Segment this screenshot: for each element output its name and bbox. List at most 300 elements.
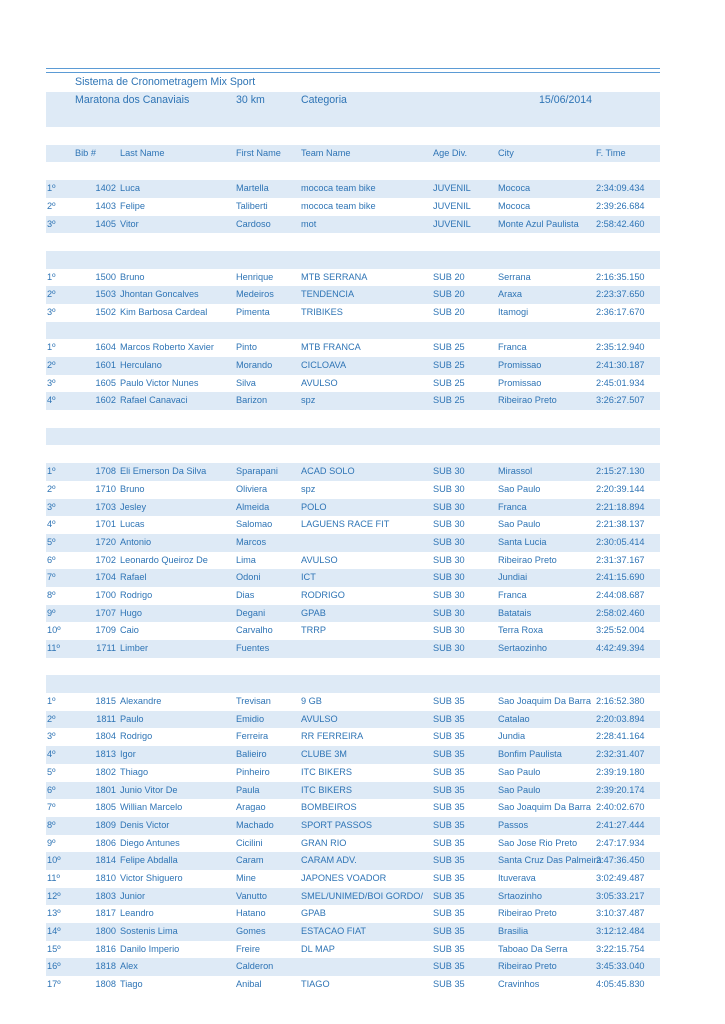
first-name-cell: Silva <box>236 377 256 388</box>
position-cell: 9º <box>47 837 56 848</box>
time-cell: 4:05:45.830 <box>596 979 645 990</box>
city-cell: Bonfim Paulista <box>498 749 562 760</box>
last-name-cell: Jesley <box>120 501 147 512</box>
position-cell: 6º <box>47 554 56 565</box>
city-cell: Ribeirao Preto <box>498 908 557 919</box>
time-cell: 2:39:20.174 <box>596 784 645 795</box>
last-name-cell: Diego Antunes <box>120 837 180 848</box>
position-cell: 10º <box>47 855 61 866</box>
result-row <box>46 888 660 906</box>
spacer-row <box>46 675 660 693</box>
time-cell: 2:32:31.407 <box>596 749 645 760</box>
position-cell: 3º <box>47 731 56 742</box>
age-div-cell: SUB 30 <box>433 536 465 547</box>
team-name-cell: JAPONES VOADOR <box>301 872 387 883</box>
first-name-cell: Pinheiro <box>236 766 270 777</box>
time-cell: 2:47:17.934 <box>596 837 645 848</box>
time-cell: 2:20:39.144 <box>596 483 645 494</box>
city-cell: Sao Paulo <box>498 766 541 777</box>
time-cell: 2:41:30.187 <box>596 360 645 370</box>
result-row <box>46 870 660 888</box>
bib-cell: 1601 <box>95 360 116 370</box>
first-name-cell: Lima <box>236 554 256 565</box>
first-name-cell: Pinto <box>236 342 257 353</box>
age-div-cell: SUB 35 <box>433 731 465 742</box>
first-name-cell: Carvalho <box>236 625 273 636</box>
first-name-cell: Martella <box>236 183 269 194</box>
age-div-cell: SUB 35 <box>433 784 465 795</box>
city-cell: Ribeirao Preto <box>498 395 557 406</box>
time-cell: 3:10:37.487 <box>596 908 645 919</box>
last-name-cell: Willian Marcelo <box>120 802 183 813</box>
result-row <box>46 711 660 729</box>
time-cell: 2:16:35.150 <box>596 271 645 282</box>
bib-cell: 1703 <box>95 501 116 512</box>
result-row <box>46 905 660 923</box>
result-row <box>46 622 660 640</box>
result-row <box>46 481 660 499</box>
position-cell: 3º <box>47 306 56 317</box>
bib-cell: 1803 <box>95 890 116 901</box>
last-name-cell: Marcos Roberto Xavier <box>120 342 214 353</box>
city-cell: Santa Cruz Das Palmeira <box>498 855 602 866</box>
city-cell: Jundiai <box>498 572 528 583</box>
bib-cell: 1818 <box>95 961 116 972</box>
position-cell: 7º <box>47 572 56 583</box>
result-row <box>46 746 660 764</box>
time-cell: 2:41:15.690 <box>596 572 645 583</box>
result-row <box>46 552 660 570</box>
position-cell: 8º <box>47 589 56 600</box>
age-div-cell: SUB 25 <box>433 377 465 388</box>
city-cell: Sao Joaquim Da Barra <box>498 802 591 813</box>
first-name-cell: Hatano <box>236 908 266 919</box>
team-name-cell: AVULSO <box>301 554 338 565</box>
position-cell: 1º <box>47 183 56 194</box>
city-cell: Ribeirao Preto <box>498 961 557 972</box>
age-div-cell: SUB 30 <box>433 554 465 565</box>
result-row <box>46 782 660 800</box>
age-div-cell: SUB 25 <box>433 395 465 406</box>
last-name-cell: Hugo <box>120 607 142 618</box>
race-info-row <box>46 92 660 110</box>
first-name-cell: Machado <box>236 819 274 830</box>
team-name-cell: ICT <box>301 572 316 583</box>
age-div-cell: SUB 30 <box>433 483 465 494</box>
top-border <box>46 68 660 73</box>
first-name-cell: Cicilini <box>236 837 263 848</box>
time-cell: 3:26:27.507 <box>596 395 645 406</box>
age-div-cell: SUB 35 <box>433 926 465 936</box>
result-row <box>46 216 660 234</box>
last-name-cell: Denis Victor <box>120 819 170 830</box>
spacer-row <box>46 233 660 251</box>
team-name-cell: 9 GB <box>301 696 322 707</box>
first-name-cell: Pimenta <box>236 306 270 317</box>
team-name-cell: BOMBEIROS <box>301 802 357 813</box>
bib-cell: 1809 <box>95 819 116 830</box>
age-div-cell: SUB 30 <box>433 519 465 530</box>
position-cell: 11º <box>47 643 60 653</box>
position-cell: 1º <box>47 342 56 353</box>
time-cell: 2:31:37.167 <box>596 554 645 565</box>
team-name-cell: MTB FRANCA <box>301 342 361 353</box>
age-div-cell: SUB 20 <box>433 271 465 282</box>
last-name-cell: Danilo Imperio <box>120 943 180 954</box>
time-cell: 2:36:17.670 <box>596 306 645 317</box>
bib-cell: 1804 <box>95 731 116 742</box>
last-name-cell: Paulo <box>120 713 144 724</box>
header-bib: Bib # <box>75 147 96 158</box>
first-name-cell: Medeiros <box>236 289 274 300</box>
result-row <box>46 976 660 994</box>
result-row <box>46 392 660 410</box>
bib-cell: 1602 <box>95 395 116 406</box>
city-cell: Promissao <box>498 360 542 370</box>
position-cell: 15º <box>47 943 61 954</box>
city-cell: Passos <box>498 819 529 830</box>
last-name-cell: Antonio <box>120 536 152 547</box>
age-div-cell: SUB 35 <box>433 961 465 972</box>
spacer-row <box>46 410 660 428</box>
result-row <box>46 764 660 782</box>
bib-cell: 1805 <box>95 802 116 813</box>
bib-cell: 1707 <box>95 607 116 618</box>
city-cell: Franca <box>498 589 527 600</box>
team-name-cell: MTB SERRANA <box>301 271 368 282</box>
last-name-cell: Rodrigo <box>120 731 153 742</box>
spacer-row <box>46 445 660 463</box>
last-name-cell: Leonardo Queiroz De <box>120 554 208 565</box>
city-cell: Santa Lucia <box>498 536 547 547</box>
last-name-cell: Jhontan Goncalves <box>120 289 199 300</box>
position-cell: 9º <box>47 607 56 618</box>
bib-cell: 1801 <box>95 784 116 795</box>
position-cell: 1º <box>47 466 56 477</box>
time-cell: 2:39:19.180 <box>596 766 645 777</box>
column-header-row <box>46 145 660 163</box>
time-cell: 2:47:36.450 <box>596 855 645 866</box>
age-div-cell: SUB 30 <box>433 607 465 618</box>
first-name-cell: Salomao <box>236 519 273 530</box>
city-cell: Franca <box>498 342 527 353</box>
position-cell: 10º <box>47 625 61 636</box>
time-cell: 2:28:41.164 <box>596 731 645 742</box>
position-cell: 2º <box>47 713 56 724</box>
first-name-cell: Taliberti <box>236 200 268 211</box>
team-name-cell: LAGUENS RACE FIT <box>301 519 390 530</box>
last-name-cell: Kim Barbosa Cardeal <box>120 306 208 317</box>
header-city: City <box>498 147 514 158</box>
bib-cell: 1503 <box>95 289 116 300</box>
spacer-row <box>46 127 660 145</box>
city-cell: Jundia <box>498 731 526 742</box>
spacer-row <box>46 162 660 180</box>
city-cell: Mococa <box>498 183 531 194</box>
city-cell: Sao Jose Rio Preto <box>498 837 578 848</box>
bib-cell: 1710 <box>95 483 116 494</box>
category-label: Categoria <box>301 93 347 106</box>
bib-cell: 1402 <box>95 183 116 194</box>
position-cell: 2º <box>47 289 56 300</box>
position-cell: 5º <box>47 536 56 547</box>
time-cell: 2:44:08.687 <box>596 589 645 600</box>
first-name-cell: Odoni <box>236 572 261 583</box>
last-name-cell: Igor <box>120 749 136 760</box>
time-cell: 3:05:33.217 <box>596 890 645 901</box>
city-cell: Srtaozinho <box>498 890 542 901</box>
last-name-cell: Limber <box>120 643 149 653</box>
result-row <box>46 852 660 870</box>
position-cell: 8º <box>47 819 56 830</box>
age-div-cell: SUB 35 <box>433 908 465 919</box>
spacer-row <box>46 109 660 127</box>
result-row <box>46 958 660 976</box>
last-name-cell: Alexandre <box>120 696 162 707</box>
position-cell: 3º <box>47 377 56 388</box>
time-cell: 2:58:02.460 <box>596 607 645 618</box>
time-cell: 2:21:38.137 <box>596 519 645 530</box>
result-row <box>46 941 660 959</box>
city-cell: Cravinhos <box>498 979 540 990</box>
bib-cell: 1702 <box>95 554 116 565</box>
result-row <box>46 799 660 817</box>
team-name-cell: SPORT PASSOS <box>301 819 372 830</box>
team-name-cell: GPAB <box>301 607 326 618</box>
last-name-cell: Felipe Abdalla <box>120 855 178 866</box>
bib-cell: 1811 <box>96 713 116 724</box>
race-name: Maratona dos Canaviais <box>75 93 190 106</box>
age-div-cell: SUB 30 <box>433 589 465 600</box>
age-div-cell: SUB 30 <box>433 625 465 636</box>
first-name-cell: Morando <box>236 360 273 370</box>
first-name-cell: Cardoso <box>236 218 271 229</box>
position-cell: 1º <box>47 696 56 707</box>
first-name-cell: Ferreira <box>236 731 269 742</box>
age-div-cell: SUB 35 <box>433 713 465 724</box>
age-div-cell: SUB 35 <box>433 872 465 883</box>
bib-cell: 1701 <box>95 519 116 530</box>
first-name-cell: Dias <box>236 589 255 600</box>
first-name-cell: Anibal <box>236 979 262 990</box>
team-name-cell: spz <box>301 395 316 406</box>
bib-cell: 1814 <box>95 855 116 866</box>
team-name-cell: RODRIGO <box>301 589 345 600</box>
first-name-cell: Almeida <box>236 501 270 512</box>
city-cell: Sao Joaquim Da Barra <box>498 696 591 707</box>
age-div-cell: SUB 35 <box>433 837 465 848</box>
team-name-cell: CLUBE 3M <box>301 749 347 760</box>
position-cell: 17º <box>47 979 61 990</box>
last-name-cell: Rafael <box>120 572 147 583</box>
first-name-cell: Sparapani <box>236 466 278 477</box>
team-name-cell: TRIBIKES <box>301 306 343 317</box>
city-cell: Sertaozinho <box>498 643 548 653</box>
time-cell: 2:40:02.670 <box>596 802 645 813</box>
result-row <box>46 516 660 534</box>
bib-cell: 1500 <box>95 271 116 282</box>
result-row <box>46 304 660 322</box>
bib-cell: 1806 <box>95 837 116 848</box>
race-date: 15/06/2014 <box>539 93 593 106</box>
position-cell: 3º <box>47 218 56 229</box>
position-cell: 4º <box>47 749 56 760</box>
age-div-cell: JUVENIL <box>433 183 471 194</box>
time-cell: 3:12:12.484 <box>596 926 645 936</box>
bib-cell: 1800 <box>95 926 116 936</box>
last-name-cell: Rodrigo <box>120 589 153 600</box>
city-cell: Catalao <box>498 713 530 724</box>
spacer-row <box>46 251 660 269</box>
time-cell: 2:23:37.650 <box>596 289 645 300</box>
last-name-cell: Herculano <box>120 360 162 370</box>
city-cell: Mococa <box>498 200 531 211</box>
position-cell: 12º <box>47 890 61 901</box>
position-cell: 2º <box>47 483 56 494</box>
bib-cell: 1700 <box>95 589 116 600</box>
time-cell: 3:02:49.487 <box>596 872 645 883</box>
team-name-cell: AVULSO <box>301 713 338 724</box>
last-name-cell: Vitor <box>120 218 139 229</box>
city-cell: Batatais <box>498 607 532 618</box>
team-name-cell: mococa team bike <box>301 200 376 211</box>
team-name-cell: TIAGO <box>301 979 330 990</box>
city-cell: Araxa <box>498 289 523 300</box>
position-cell: 1º <box>47 271 56 282</box>
bib-cell: 1704 <box>95 572 116 583</box>
first-name-cell: Vanutto <box>236 890 267 901</box>
team-name-cell: ESTACAO FIAT <box>301 926 366 936</box>
team-name-cell: CICLOAVA <box>301 360 347 370</box>
race-distance: 30 km <box>236 93 265 106</box>
bib-cell: 1816 <box>95 943 116 954</box>
age-div-cell: SUB 20 <box>433 306 465 317</box>
team-name-cell: POLO <box>301 501 327 512</box>
position-cell: 7º <box>47 802 56 813</box>
last-name-cell: Luca <box>120 183 140 194</box>
team-name-cell: GRAN RIO <box>301 837 347 848</box>
age-div-cell: SUB 30 <box>433 466 465 477</box>
city-cell: Ituverava <box>498 872 536 883</box>
time-cell: 2:15:27.130 <box>596 466 645 477</box>
last-name-cell: Tiago <box>120 979 143 990</box>
bib-cell: 1810 <box>95 872 116 883</box>
last-name-cell: Eli Emerson Da Silva <box>120 466 207 477</box>
first-name-cell: Mine <box>236 872 256 883</box>
result-row <box>46 357 660 375</box>
result-row <box>46 269 660 287</box>
result-row <box>46 534 660 552</box>
city-cell: Mirassol <box>498 466 533 477</box>
result-row <box>46 587 660 605</box>
bib-cell: 1403 <box>95 200 116 211</box>
first-name-cell: Fuentes <box>236 643 270 653</box>
time-cell: 2:30:05.414 <box>596 536 645 547</box>
time-cell: 2:16:52.380 <box>596 696 645 707</box>
team-name-cell: ITC BIKERS <box>301 766 353 777</box>
first-name-cell: Paula <box>236 784 260 795</box>
last-name-cell: Thiago <box>120 766 149 777</box>
last-name-cell: Junior <box>120 890 146 901</box>
last-name-cell: Leandro <box>120 908 154 919</box>
city-cell: Ribeirao Preto <box>498 554 557 565</box>
system-title: Sistema de Cronometragem Mix Sport <box>75 76 256 88</box>
team-name-cell: CARAM ADV. <box>301 855 357 866</box>
result-row <box>46 605 660 623</box>
age-div-cell: SUB 20 <box>433 289 465 300</box>
result-row <box>46 198 660 216</box>
city-cell: Promissao <box>498 377 542 388</box>
city-cell: Brasilia <box>498 926 529 936</box>
header-first-name: First Name <box>236 147 281 158</box>
result-row <box>46 728 660 746</box>
team-name-cell: DL MAP <box>301 943 335 954</box>
first-name-cell: Degani <box>236 607 266 618</box>
position-cell: 2º <box>47 360 56 370</box>
city-cell: Sao Paulo <box>498 784 541 795</box>
age-div-cell: SUB 25 <box>433 342 465 353</box>
team-name-cell: AVULSO <box>301 377 338 388</box>
bib-cell: 1808 <box>95 979 116 990</box>
header-team-name: Team Name <box>301 147 351 158</box>
last-name-cell: Paulo Victor Nunes <box>120 377 199 388</box>
bib-cell: 1405 <box>95 218 116 229</box>
team-name-cell: GPAB <box>301 908 326 919</box>
last-name-cell: Junio Vitor De <box>120 784 178 795</box>
last-name-cell: Lucas <box>120 519 145 530</box>
bib-cell: 1709 <box>95 625 116 636</box>
bib-cell: 1817 <box>95 908 116 919</box>
time-cell: 2:34:09.434 <box>596 183 645 194</box>
bib-cell: 1708 <box>95 466 116 477</box>
position-cell: 14º <box>47 926 61 936</box>
bib-cell: 1604 <box>95 342 116 353</box>
position-cell: 3º <box>47 501 56 512</box>
age-div-cell: SUB 35 <box>433 819 465 830</box>
header-time: F. Time <box>596 147 626 158</box>
result-row <box>46 463 660 481</box>
bib-cell: 1605 <box>95 377 116 388</box>
time-cell: 2:20:03.894 <box>596 713 645 724</box>
team-name-cell: SMEL/UNIMED/BOI GORDO/ <box>301 890 424 901</box>
position-cell: 11º <box>47 872 60 883</box>
first-name-cell: Emidio <box>236 713 265 724</box>
last-name-cell: Victor Shiguero <box>120 872 183 883</box>
first-name-cell: Gomes <box>236 926 266 936</box>
result-row <box>46 339 660 357</box>
city-cell: Monte Azul Paulista <box>498 218 579 229</box>
first-name-cell: Trevisan <box>236 696 271 707</box>
result-row <box>46 286 660 304</box>
last-name-cell: Bruno <box>120 271 145 282</box>
position-cell: 16º <box>47 961 61 972</box>
result-row <box>46 923 660 941</box>
bib-cell: 1720 <box>95 536 116 547</box>
time-cell: 2:21:18.894 <box>596 501 645 512</box>
result-row <box>46 693 660 711</box>
results-sheet <box>46 68 660 994</box>
time-cell: 4:42:49.394 <box>596 643 645 653</box>
age-div-cell: SUB 25 <box>433 360 465 370</box>
spacer-row <box>46 322 660 340</box>
last-name-cell: Rafael Canavaci <box>120 395 188 406</box>
first-name-cell: Barizon <box>236 395 268 406</box>
last-name-cell: Felipe <box>120 200 146 211</box>
spacer-row <box>46 428 660 446</box>
time-cell: 2:39:26.684 <box>596 200 645 211</box>
age-div-cell: SUB 30 <box>433 572 465 583</box>
first-name-cell: Marcos <box>236 536 267 547</box>
